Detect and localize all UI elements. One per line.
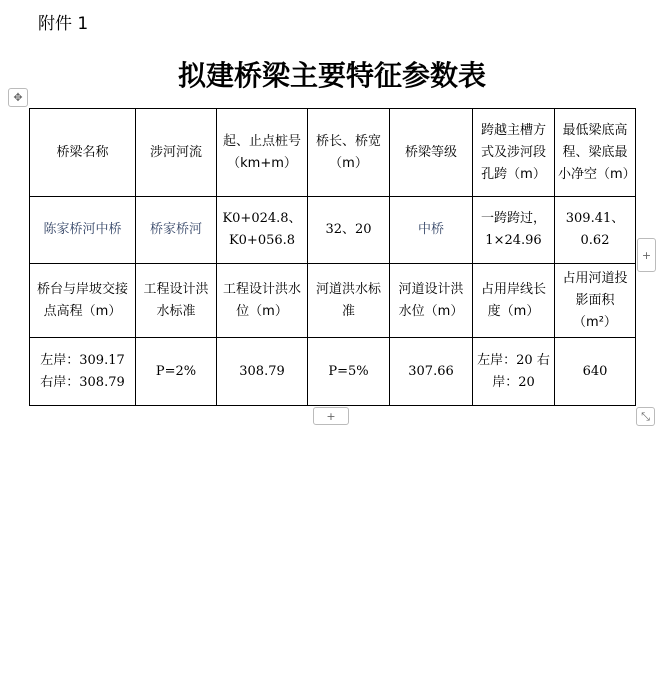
header-cell[interactable]: 桥长、桥宽（m） (308, 109, 390, 197)
value-cell[interactable]: 309.41、0.62 (555, 197, 636, 264)
value-cell[interactable]: 左岸：20 右岸：20 (473, 338, 555, 406)
header-cell[interactable]: 跨越主槽方式及涉河段孔跨（m） (473, 109, 555, 197)
value-cell[interactable]: 一跨跨过，1×24.96 (473, 197, 555, 264)
header-row-1 (30, 109, 636, 197)
header-cell[interactable]: 起、止点桩号（km+m） (217, 109, 308, 197)
value-cell[interactable]: K0+024.8、K0+056.8 (217, 197, 308, 264)
header-cell[interactable]: 涉河河流 (136, 109, 217, 197)
value-row-1 (30, 197, 636, 264)
value-cell[interactable]: 32、20 (308, 197, 390, 264)
value-cell[interactable]: P=2% (136, 338, 217, 406)
header-cell[interactable]: 最低梁底高程、梁底最小净空（m） (555, 109, 636, 197)
attachment-label: 附件 1 (38, 14, 89, 34)
header-cell[interactable]: 河道洪水标准 (308, 264, 390, 338)
value-cell[interactable]: P=5% (308, 338, 390, 406)
add-row-button[interactable]: + (313, 407, 349, 425)
header-cell[interactable]: 占用岸线长度（m） (473, 264, 555, 338)
add-column-button[interactable]: + (637, 238, 656, 272)
header-cell[interactable]: 工程设计洪水位（m） (217, 264, 308, 338)
header-row-2 (30, 264, 636, 338)
value-cell[interactable]: 桥家桥河 (136, 197, 217, 264)
table-resize-handle-icon[interactable]: ⤡ (636, 407, 655, 426)
value-row-2 (30, 338, 636, 406)
value-cell[interactable]: 308.79 (217, 338, 308, 406)
value-cell[interactable]: 陈家桥河中桥 (30, 197, 136, 264)
header-cell[interactable]: 工程设计洪水标准 (136, 264, 217, 338)
page-title: 拟建桥梁主要特征参数表 (177, 59, 486, 92)
header-cell[interactable]: 桥台与岸坡交接点高程（m） (30, 264, 136, 338)
header-cell[interactable]: 桥梁等级 (390, 109, 473, 197)
header-cell[interactable]: 占用河道投影面积（m²） (555, 264, 636, 338)
bridge-parameters-table (29, 108, 636, 406)
header-cell[interactable]: 桥梁名称 (30, 109, 136, 197)
value-cell[interactable]: 中桥 (390, 197, 473, 264)
header-cell[interactable]: 河道设计洪水位（m） (390, 264, 473, 338)
value-cell[interactable]: 307.66 (390, 338, 473, 406)
value-cell[interactable]: 左岸：309.17 右岸：308.79 (30, 338, 136, 406)
table-move-handle-icon[interactable]: ✥ (8, 88, 28, 107)
value-cell[interactable]: 640 (555, 338, 636, 406)
